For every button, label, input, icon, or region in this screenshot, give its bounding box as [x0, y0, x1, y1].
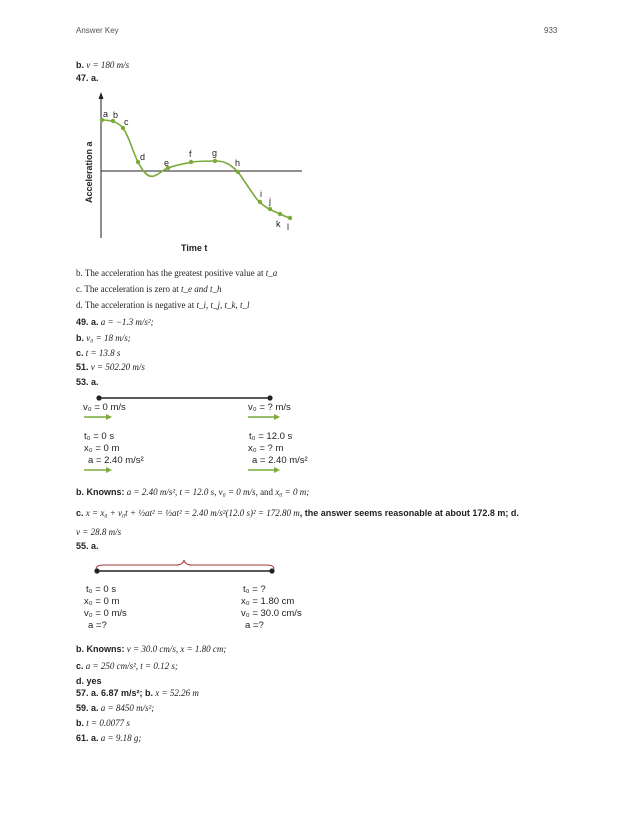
point-i	[258, 200, 262, 204]
answer-47d: d. The acceleration is negative at t_i, t_j, t_k, t_l	[76, 300, 250, 310]
left-velocity: v₀ = 0 m/s	[84, 608, 127, 619]
point-j	[268, 207, 272, 211]
arrow-head-icon	[106, 467, 112, 473]
point-h	[236, 170, 240, 174]
arrow-head-icon	[274, 414, 280, 420]
motion-diagram-55	[80, 558, 340, 582]
answer-51: 51. v = 502.20 m/s	[76, 362, 145, 372]
x-axis-label: Time t	[181, 243, 208, 253]
page-number: 933	[544, 26, 558, 35]
point-f	[189, 160, 193, 164]
answer-53b: b. Knowns: a = 2.40 m/s², t = 12.0 s, v₀ = 0 m/s, and x₀ = 0 m;	[76, 487, 310, 497]
answer-46b: b. v = 180 m/s	[76, 60, 130, 70]
answer-47b: b. The acceleration has the greatest positive value at t_a	[76, 268, 278, 278]
answer-55a-label: 55. a.	[76, 541, 99, 551]
answer-61a: 61. a. a = 9.18 g;	[76, 733, 142, 743]
left-time: t₀ = 0 s	[84, 431, 115, 442]
right-velocity: v₀ = 30.0 cm/s	[241, 608, 302, 619]
end-point	[269, 568, 274, 573]
answer-59a: 59. a. a = 8450 m/s²;	[76, 703, 155, 713]
answer-47a-label: 47. a.	[76, 73, 99, 83]
point-k	[278, 212, 282, 216]
point-label: h	[235, 158, 241, 168]
running-header: Answer Key	[76, 26, 119, 35]
right-time: t₀ = 12.0 s	[249, 431, 293, 442]
right-velocity: v₀ = ? m/s	[248, 402, 291, 413]
right-position: x₀ = 1.80 cm	[241, 596, 295, 607]
answer-47c: c. The acceleration is zero at t_e and t_h	[76, 284, 222, 294]
point-l	[288, 216, 292, 220]
end-point	[267, 395, 272, 400]
left-acceleration: a = 2.40 m/s²	[88, 455, 144, 466]
start-point	[94, 568, 99, 573]
left-time: t₀ = 0 s	[86, 584, 117, 595]
answer-53c: c. x = x₀ + v₀t + ½at² = ½at² = 2.40 m/s²(12.0 s)² = 172.80 m, the answer seems reasonable at about 172.8 m; d.	[76, 508, 519, 518]
point-label: k	[276, 219, 281, 229]
point-label: j	[269, 196, 271, 206]
answer-57: 57. a. 6.87 m/s²; b. x = 52.26 m	[76, 688, 199, 698]
left-initial-velocity: v₀ = 0 m/s	[83, 402, 126, 413]
right-position: x₀ = ? m	[248, 443, 284, 454]
arrow-head-icon	[274, 467, 280, 473]
distance-brace	[96, 560, 274, 569]
point-label: d	[140, 152, 146, 162]
answer-53d: v = 28.8 m/s	[76, 527, 122, 537]
right-acceleration: a = 2.40 m/s²	[252, 455, 308, 466]
point-label: b	[113, 110, 119, 120]
y-axis-label: Acceleration a	[84, 141, 94, 203]
right-acceleration: a =?	[245, 620, 264, 631]
answer-49c: c. t = 13.8 s	[76, 348, 121, 358]
acceleration-graph	[80, 88, 310, 258]
answer-55b: b. Knowns: v = 30.0 cm/s, x = 1.80 cm;	[76, 644, 227, 654]
left-acceleration: a =?	[88, 620, 107, 631]
left-position: x₀ = 0 m	[84, 443, 120, 454]
point-label: l	[287, 222, 289, 232]
answer-49a: 49. a. a = −1.3 m/s²;	[76, 317, 154, 327]
answer-53a-label: 53. a.	[76, 377, 99, 387]
point-label: i	[260, 189, 262, 199]
y-axis-arrow-icon	[99, 92, 104, 99]
point-label: g	[212, 148, 218, 158]
left-position: x₀ = 0 m	[84, 596, 120, 607]
point-label: f	[189, 149, 192, 159]
point-g	[213, 159, 217, 163]
answer-59b: b. t = 0.0077 s	[76, 718, 130, 728]
start-point	[96, 395, 101, 400]
acceleration-curve	[102, 120, 290, 218]
point-label: e	[164, 158, 170, 168]
arrow-head-icon	[106, 414, 112, 420]
answer-55c: c. a = 250 cm/s², t = 0.12 s;	[76, 661, 178, 671]
point-label: a	[103, 109, 109, 119]
answer-55d: d. yes	[76, 676, 102, 686]
right-time: t₀ = ?	[243, 584, 266, 595]
answer-49b: b. v₀ = 18 m/s;	[76, 333, 131, 343]
point-label: c	[124, 117, 129, 127]
